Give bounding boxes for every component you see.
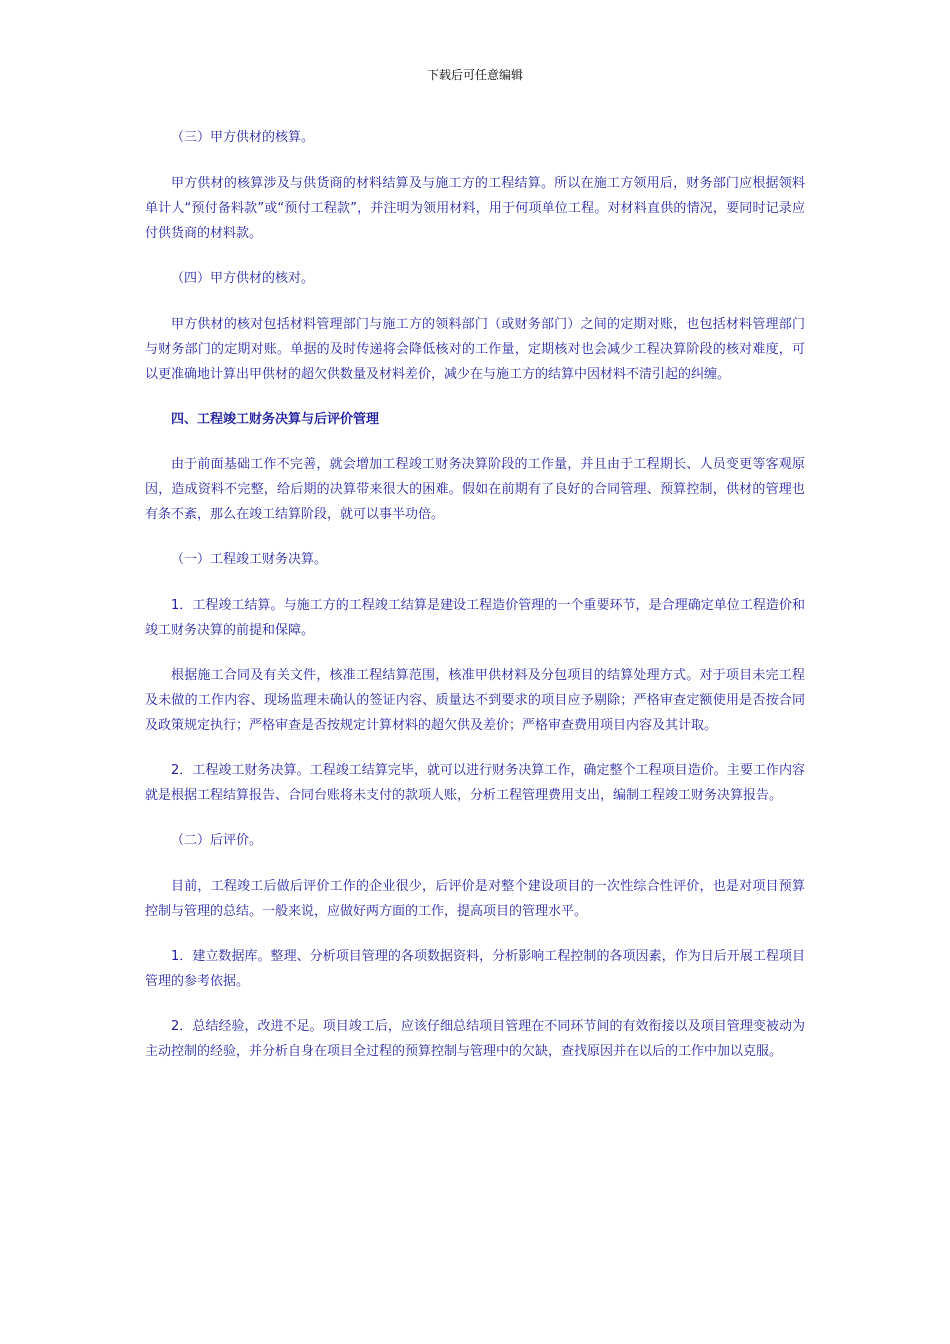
- subsection-title: （二）后评价。: [171, 833, 263, 848]
- section-heading: 四、工程竣工财务决算与后评价管理: [171, 412, 380, 427]
- body-paragraph: 1．工程竣工结算。与施工方的工程竣工结算是建设工程造价管理的一个重要环节，是合理确定单位工程造价和竣工财务决算的前提和保障。: [145, 598, 805, 638]
- subsection-title: （一）工程竣工财务决算。: [171, 552, 328, 567]
- body-paragraph: 由于前面基础工作不完善，就会增加工程竣工财务决算阶段的工作量，并且由于工程期长、人员变更等客观原因，造成资料不完整，给后期的决算带来很大的困难。假如在前期有了良好的合同管理、预算控制，供材的管理也有条不紊，那么在竣工结算阶段，就可以事半功倍。: [145, 457, 805, 522]
- body-paragraph: 1．建立数据库。整理、分析项目管理的各项数据资料，分析影响工程控制的各项因素，作为日后开展工程项目管理的参考依据。: [145, 949, 805, 989]
- document-body: [145, 125, 805, 1084]
- body-paragraph: 甲方供材的核对包括材料管理部门与施工方的领料部门（或财务部门）之间的定期对账，也包括材料管理部门与财务部门的定期对账。单据的及时传递将会降低核对的工作量，定期核对也会减少工程决算阶段的核对难度，可以更准确地计算出甲供材的超欠供数量及材料差价，减少在与施工方的结算中因材料不清引起的纠缠。: [145, 317, 805, 382]
- body-paragraph: 甲方供材的核算涉及与供货商的材料结算及与施工方的工程结算。所以在施工方领用后，财务部门应根据领料单计人“预付备料款”或“预付工程款”，并注明为领用材料，用于何项单位工程。对材料直供的情况，要同时记录应付供货商的材料款。: [145, 176, 805, 241]
- body-paragraph: 2．总结经验，改进不足。项目竣工后，应该仔细总结项目管理在不同环节间的有效衔接以及项目管理变被动为主动控制的经验，并分析自身在项目全过程的预算控制与管理中的欠缺，查找原因并在以后的工作中加以克服。: [145, 1019, 805, 1059]
- body-paragraph: 根据施工合同及有关文件，核准工程结算范围，核准甲供材料及分包项目的结算处理方式。对于项目未完工程及未做的工作内容、现场监理未确认的签证内容、质量达不到要求的项目应予剔除；严格审查定额使用是否按合同及政策规定执行；严格审查是否按规定计算材料的超欠供及差价；严格审查费用项目内容及其计取。: [145, 668, 805, 733]
- subsection-title: （三）甲方供材的核算。: [171, 130, 315, 145]
- subsection-title: （四）甲方供材的核对。: [171, 271, 315, 286]
- page-header: 下载后可任意编辑: [426, 68, 523, 82]
- body-paragraph: 2．工程竣工财务决算。工程竣工结算完毕，就可以进行财务决算工作，确定整个工程项目造价。主要工作内容就是根据工程结算报告、合同台账将未支付的款项人账，分析工程管理费用支出，编制工程竣工财务决算报告。: [145, 763, 805, 803]
- body-paragraph: 目前，工程竣工后做后评价工作的企业很少，后评价是对整个建设项目的一次性综合性评价，也是对项目预算控制与管理的总结。一般来说，应做好两方面的工作，提高项目的管理水平。: [145, 879, 805, 919]
